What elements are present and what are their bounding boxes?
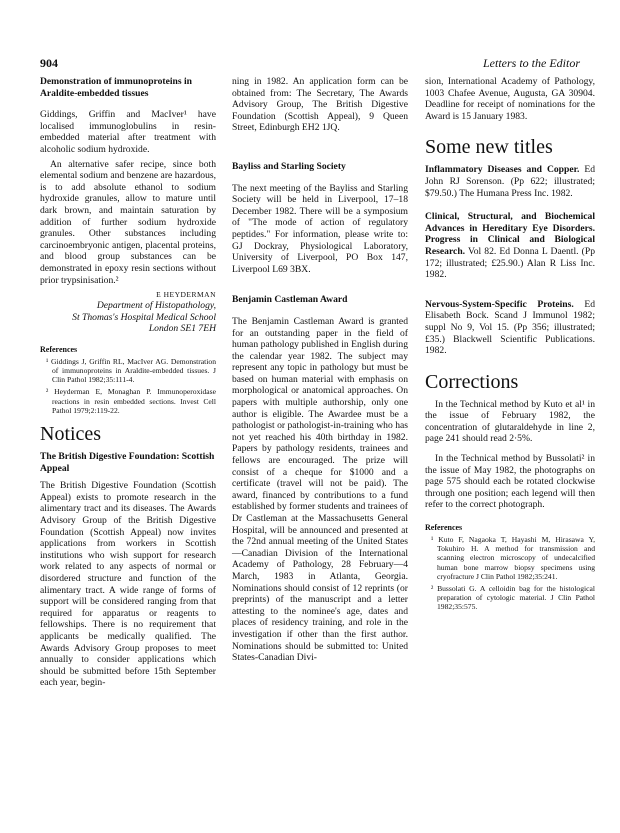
notices-heading: Notices: [40, 423, 102, 446]
letter-ref-1: ¹ Giddings J, Griffin RL, MacIver AG. Demonstration of immunoproteins in Araldite-embedded tissues. J Clin Pathol 1982;35:111-4.: [46, 356, 216, 385]
letter-title: Demonstration of immunoproteins in Araldite-embedded tissues: [40, 76, 192, 99]
new-title-2-name: Clinical, Structural, and Biochemical Advances in Hereditary Eye Disorders. Progress in Clinical and Biological Research.: [425, 211, 595, 257]
new-title-3-details: Ed Elisabeth Bock. Scand J Immunol 1982; suppl No 9, Vol 15. (Pp 356; illustrated; £35.) Blackwell Scientific Publications. 1982.: [425, 298, 595, 357]
letter-author: E HEYDERMAN: [156, 290, 216, 300]
letter-affiliation-1: Department of Histopathology,: [96, 300, 216, 312]
running-head: Letters to the Editor: [483, 56, 580, 70]
new-title-item-3: [425, 299, 595, 357]
new-title-2-details: Vol 82. Ed Donna L Daentl. (Pp 172; illustrated; £25.90.) Alan R Liss Inc. 1982.: [425, 245, 595, 281]
castleman-text: The Benjamin Castleman Award is granted for an outstanding paper in the field of human pathology published in English during the calendar year 1982. The subject may represent any topic in pathology but must be based on human material with emphasis on morphological or anatomical approaches. On papers with multiple authorship, only one author is eligible. The Awardee must be a pathologist or pathologist-in-training who has not yet reached his 40th birthday in 1982. Papers by pathology residents, trainees and fellows are encouraged. The prize will consist of a cheque for $1000 and a certificate (travel will not be paid). The award, financed by contributions to a fund established by former students and trainees of Dr Castleman at the Massachusetts General Hospital, will be announced and presented at the 72nd annual meeting of the United States—Canadian Division of the International Academy of Pathology, 28 February—4 March, 1983 in Atlanta, Georgia. Nominations should consist of 12 reprints (or preprints) of the manuscript and a letter attesting to the nominee's age, dates and places of residency training, and role in the investigation if other than the first author. Nominations should be submitted to: United States-Canadian Divi-: [232, 315, 408, 664]
letter-affiliation-2: St Thomas's Hospital Medical School: [72, 311, 216, 323]
bayliss-title: Bayliss and Starling Society: [232, 160, 346, 172]
column-middle: [232, 76, 408, 667]
letter-para-1: Giddings, Griffin and MacIver¹ have localised immunoglobulins in resin-embedded material after treatment with alcoholic sodium hydroxide.: [40, 109, 216, 155]
letter-affiliation-3: London SE1 7EH: [148, 323, 216, 335]
column-left: [40, 76, 216, 692]
new-titles-heading: Some new titles: [425, 136, 553, 159]
new-title-1-name: Inflammatory Diseases and Copper.: [425, 164, 580, 176]
bdf-text: The British Digestive Foundation (Scottish Appeal) exists to promote research in the alimentary tract and its diseases. The Awards Advisory Group of the British Digestive Foundation (Scottish Appeal) now invites applications from workers in Scottish institutions who wish support for research work related to any aspects of normal or disordered structure and function of the alimentary tract. A wide range of forms of support will be considered ranging from that required for apparatus or reagents to fellowships. There is no requirement that applicants be medically qualified. The Awards Advisory Group proposes to meet annually to consider applications which should be submitted before 15th September each year, begin-: [40, 480, 216, 689]
letter-references-title: References: [40, 344, 78, 354]
bdf-continued: ning in 1982. An application form can be obtained from: The Secretary, The Awards Advisory Group, The British Digestive Foundation (Scottish Appeal), 9 Queen Street, Edinburgh EH2 1JQ.: [232, 76, 408, 134]
corrections-references-title: References: [425, 523, 463, 533]
castleman-title: Benjamin Castleman Award: [232, 294, 348, 306]
letter-para-2: An alternative safer recipe, since both elemental sodium and benzene are hazardous, is to add absolute ethanol to sodium hydroxide granules, allow to mature until dark brown, and maintain saturation by addition of further sodium hydroxide granules. Other substances including carcinoembryonic antigen, placental proteins, and blood group substances can be demonstrated in epoxy resin sections without prior trypsinisation.²: [40, 158, 216, 286]
corrections-ref-1: ¹ Kuto F, Nagaoka T, Hayashi M, Hirasawa Y, Tokuhiro H. A method for transmission and scanning electron microscopy of undecalcified human bone marrow biopsy specimens using cryofracture J Clin Pathol 1982;35:241.: [431, 535, 595, 581]
castleman-continued: sion, International Academy of Pathology, 1003 Chafee Avenue, Augusta, GA 30904. Deadline for receipt of nominations for the Award is 15 January 1983.: [425, 76, 595, 122]
new-title-item-1: [425, 164, 595, 199]
bdf-title: The British Digestive Foundation: Scottish Appeal: [40, 451, 215, 474]
correction-1: In the Technical method by Kuto et al¹ in the issue of February 1982, the concentration of glutaraldehyde in line 2, page 241 should read 2·5%.: [425, 398, 595, 445]
corrections-heading: Corrections: [425, 370, 519, 393]
correction-2: In the Technical method by Bussolati² in the issue of May 1982, the photographs on page 575 should each be rotated clockwise through one position; each legend will then refer to the correct photograph.: [425, 453, 595, 511]
letter-ref-2: ² Heyderman E, Monaghan P. Immunoperoxidase reactions in resin embedded sections. Invest Cell Pathol 1979;2:119-22.: [46, 387, 216, 415]
new-title-1-details: Ed John RJ Sorenson. (Pp 622; illustrated; $79.50.) The Humana Press Inc. 1982.: [425, 164, 595, 199]
bayliss-text: The next meeting of the Bayliss and Starling Society will be held in Liverpool, 17–18 December 1982. There will be a symposium of "The mode of action of regulatory peptides." For information, please write to: GJ Dockray, Physiological Laboratory, University of Liverpool, PO Box 147, Liverpool L69 3BX.: [232, 182, 408, 275]
new-title-3-name: Nervous-System-Specific Proteins.: [425, 298, 574, 310]
new-title-item-2: [425, 211, 595, 281]
corrections-ref-2: ² Bussolati G. A celloidin bag for the histological preparation of cytologic material. J Clin Pathol 1982;35:575.: [431, 584, 595, 612]
column-right: [425, 76, 595, 615]
page-number: 904: [40, 56, 58, 70]
